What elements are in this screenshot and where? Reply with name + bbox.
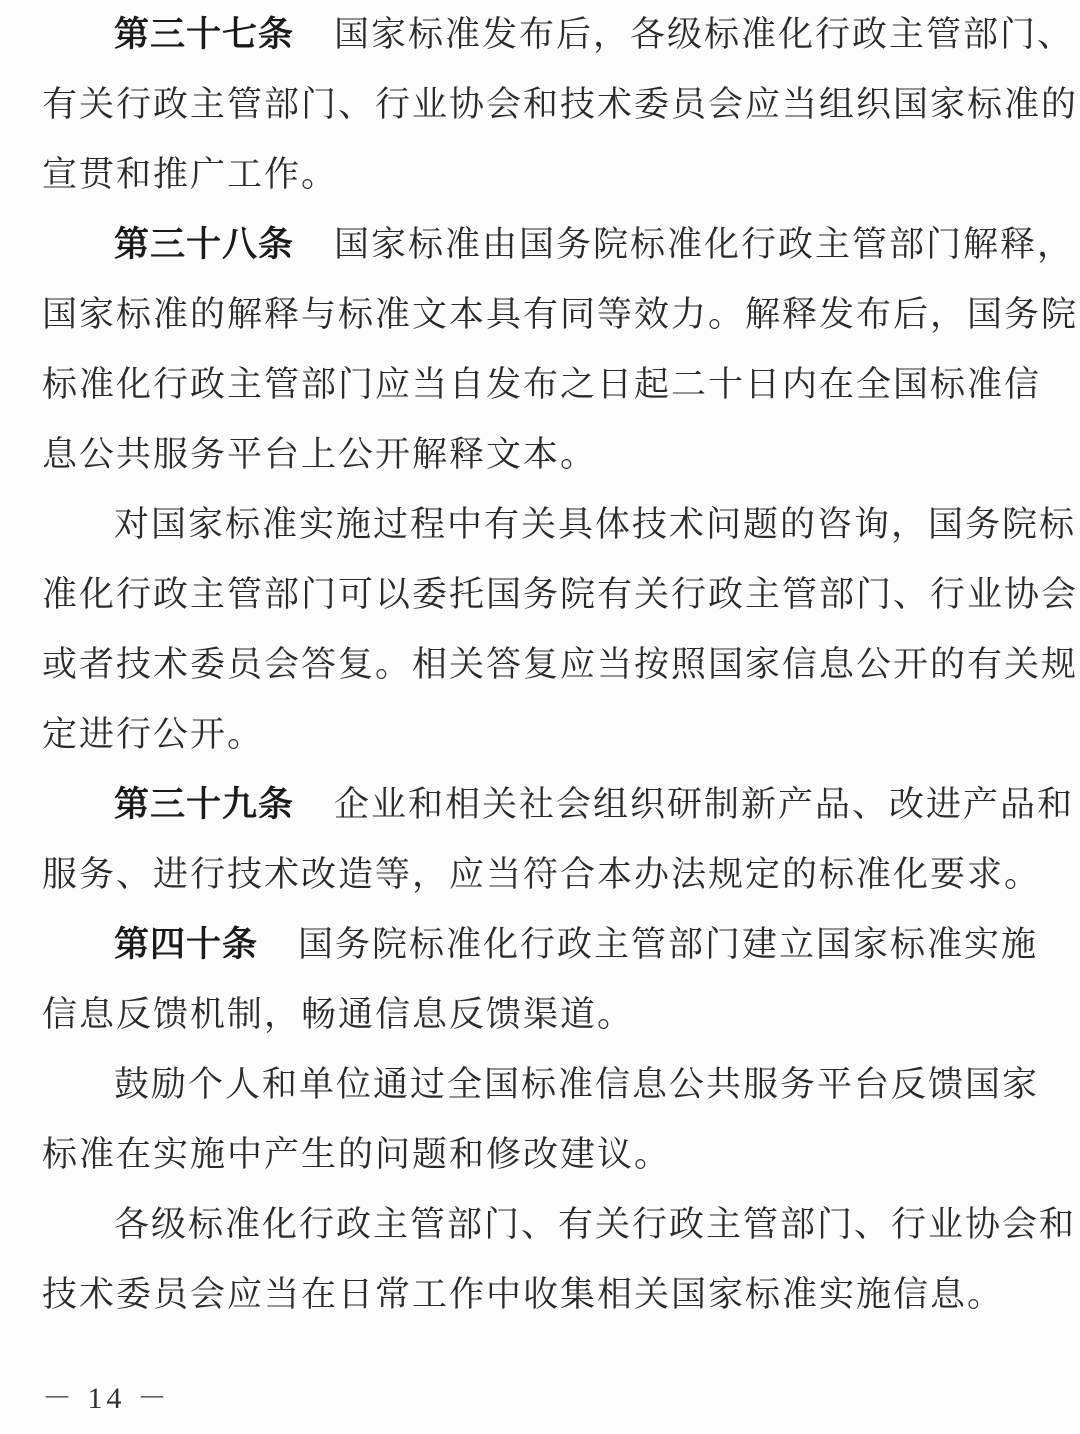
article-39-number: 第三十九条	[114, 785, 295, 825]
article-37-line-3: 宣贯和推广工作。	[42, 155, 339, 195]
article-40-para2-line-2: 标准在实施中产生的问题和修改建议。	[42, 1135, 672, 1175]
page-number: － 14 －	[42, 1382, 171, 1415]
article-38-line-4: 息公共服务平台上公开解释文本。	[42, 435, 598, 475]
article-38-para2-line-4: 定进行公开。	[42, 715, 265, 755]
article-37-line-1: 第三十七条 国家标准发布后，各级标准化行政主管部门、	[114, 15, 1075, 55]
article-40-line-1: 第四十条 国务院标准化行政主管部门建立国家标准实施	[114, 925, 1039, 965]
article-38-line-2: 国家标准的解释与标准文本具有同等效力。解释发布后，国务院	[42, 295, 1079, 335]
article-37-number: 第三十七条	[114, 15, 295, 55]
article-38-line-3: 标准化行政主管部门应当自发布之日起二十日内在全国标准信	[42, 365, 1042, 405]
article-40-para3-line-2: 技术委员会应当在日常工作中收集相关国家标准实施信息。	[42, 1275, 1005, 1315]
article-38-line-1: 第三十八条 国家标准由国务院标准化行政主管部门解释，	[114, 225, 1075, 265]
article-39-line-1: 第三十九条 企业和相关社会组织研制新产品、改进产品和	[114, 785, 1075, 825]
article-40-para2-line-1: 鼓励个人和单位通过全国标准信息公共服务平台反馈国家	[114, 1065, 1040, 1105]
article-40-number: 第四十条	[114, 925, 259, 965]
article-40-line-2: 信息反馈机制，畅通信息反馈渠道。	[42, 995, 635, 1035]
article-38-number: 第三十八条	[114, 225, 295, 265]
article-38-para2-line-3: 或者技术委员会答复。相关答复应当按照国家信息公开的有关规	[42, 645, 1079, 685]
article-38-para2-line-2: 准化行政主管部门可以委托国务院有关行政主管部门、行业协会	[42, 575, 1079, 615]
article-40-para3-line-1: 各级标准化行政主管部门、有关行政主管部门、行业协会和	[114, 1205, 1077, 1245]
article-39-line-2: 服务、进行技术改造等，应当符合本办法规定的标准化要求。	[42, 855, 1042, 895]
article-37-line-2: 有关行政主管部门、行业协会和技术委员会应当组织国家标准的	[42, 85, 1079, 125]
article-38-para2-line-1: 对国家标准实施过程中有关具体技术问题的咨询，国务院标	[114, 505, 1077, 545]
